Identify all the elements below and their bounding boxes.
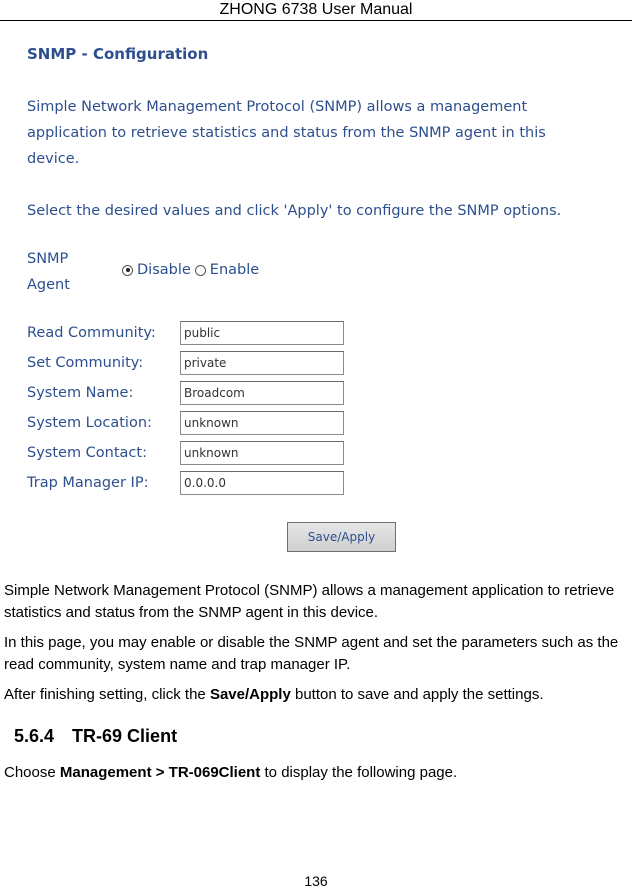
paragraph-choose (4, 762, 630, 784)
screen-title: SNMP - Configuration (27, 45, 209, 63)
paragraph-options: In this page, you may enable or disable the SNMP agent and set the parameters such as the read community, system name and trap manager IP. (4, 634, 619, 673)
save-apply-reference: Save/Apply (209, 686, 291, 703)
enable-label: Enable (209, 262, 260, 278)
paragraph-intro: Simple Network Management Protocol (SNMP) allows a management application to retrieve statistics and status from the SNMP agent in this device. (4, 582, 615, 621)
snmp-agent-label (27, 246, 70, 298)
system-contact-input[interactable]: unknown (180, 441, 344, 465)
disable-label: Disable (137, 262, 191, 278)
menu-path-reference: Management > TR-069Client (59, 764, 261, 781)
description-line: device. (27, 151, 80, 167)
trap-manager-ip-input[interactable]: 0.0.0.0 (180, 471, 344, 495)
trap-manager-ip-label: Trap Manager IP: (27, 475, 149, 491)
screen-description (27, 94, 617, 172)
read-community-label: Read Community: (27, 325, 156, 341)
enable-option[interactable] (195, 260, 259, 280)
text-run: to display the following page. (260, 764, 458, 781)
system-location-label: System Location: (27, 415, 152, 431)
set-community-input[interactable]: private (180, 351, 344, 375)
system-name-label: System Name: (27, 385, 134, 401)
save-apply-button[interactable]: Save/Apply (287, 522, 396, 552)
text-run: Choose (4, 764, 60, 781)
snmp-configuration-screenshot (0, 28, 632, 558)
paragraph-apply (4, 684, 630, 706)
disable-radio[interactable] (122, 265, 133, 276)
text-run: button to save and apply the settings. (290, 686, 544, 703)
manual-title: ZHONG 6738 User Manual (219, 1, 413, 18)
snmp-agent-options (122, 260, 263, 280)
section-title: TR-69 Client (72, 726, 178, 746)
read-community-input[interactable]: public (180, 321, 344, 345)
description-line: application to retrieve statistics and status from the SNMP agent in this (27, 125, 546, 141)
text-run: After finishing setting, click the (4, 686, 210, 703)
set-community-label: Set Community: (27, 355, 144, 371)
screen-instruction: Select the desired values and click 'Apply' to configure the SNMP options. (27, 203, 562, 219)
description-line: Simple Network Management Protocol (SNMP) allows a management (27, 99, 528, 115)
system-name-input[interactable]: Broadcom (180, 381, 344, 405)
system-location-input[interactable]: unknown (180, 411, 344, 435)
page-number: 136 (304, 873, 328, 889)
agent-label-line: Agent (27, 277, 70, 293)
section-number: 5.6.4 (14, 726, 55, 746)
disable-option[interactable] (122, 260, 191, 280)
page-header (0, 0, 632, 21)
enable-radio[interactable] (195, 265, 206, 276)
agent-label-line: SNMP (27, 251, 69, 267)
section-heading (14, 724, 177, 748)
system-contact-label: System Contact: (27, 445, 147, 461)
